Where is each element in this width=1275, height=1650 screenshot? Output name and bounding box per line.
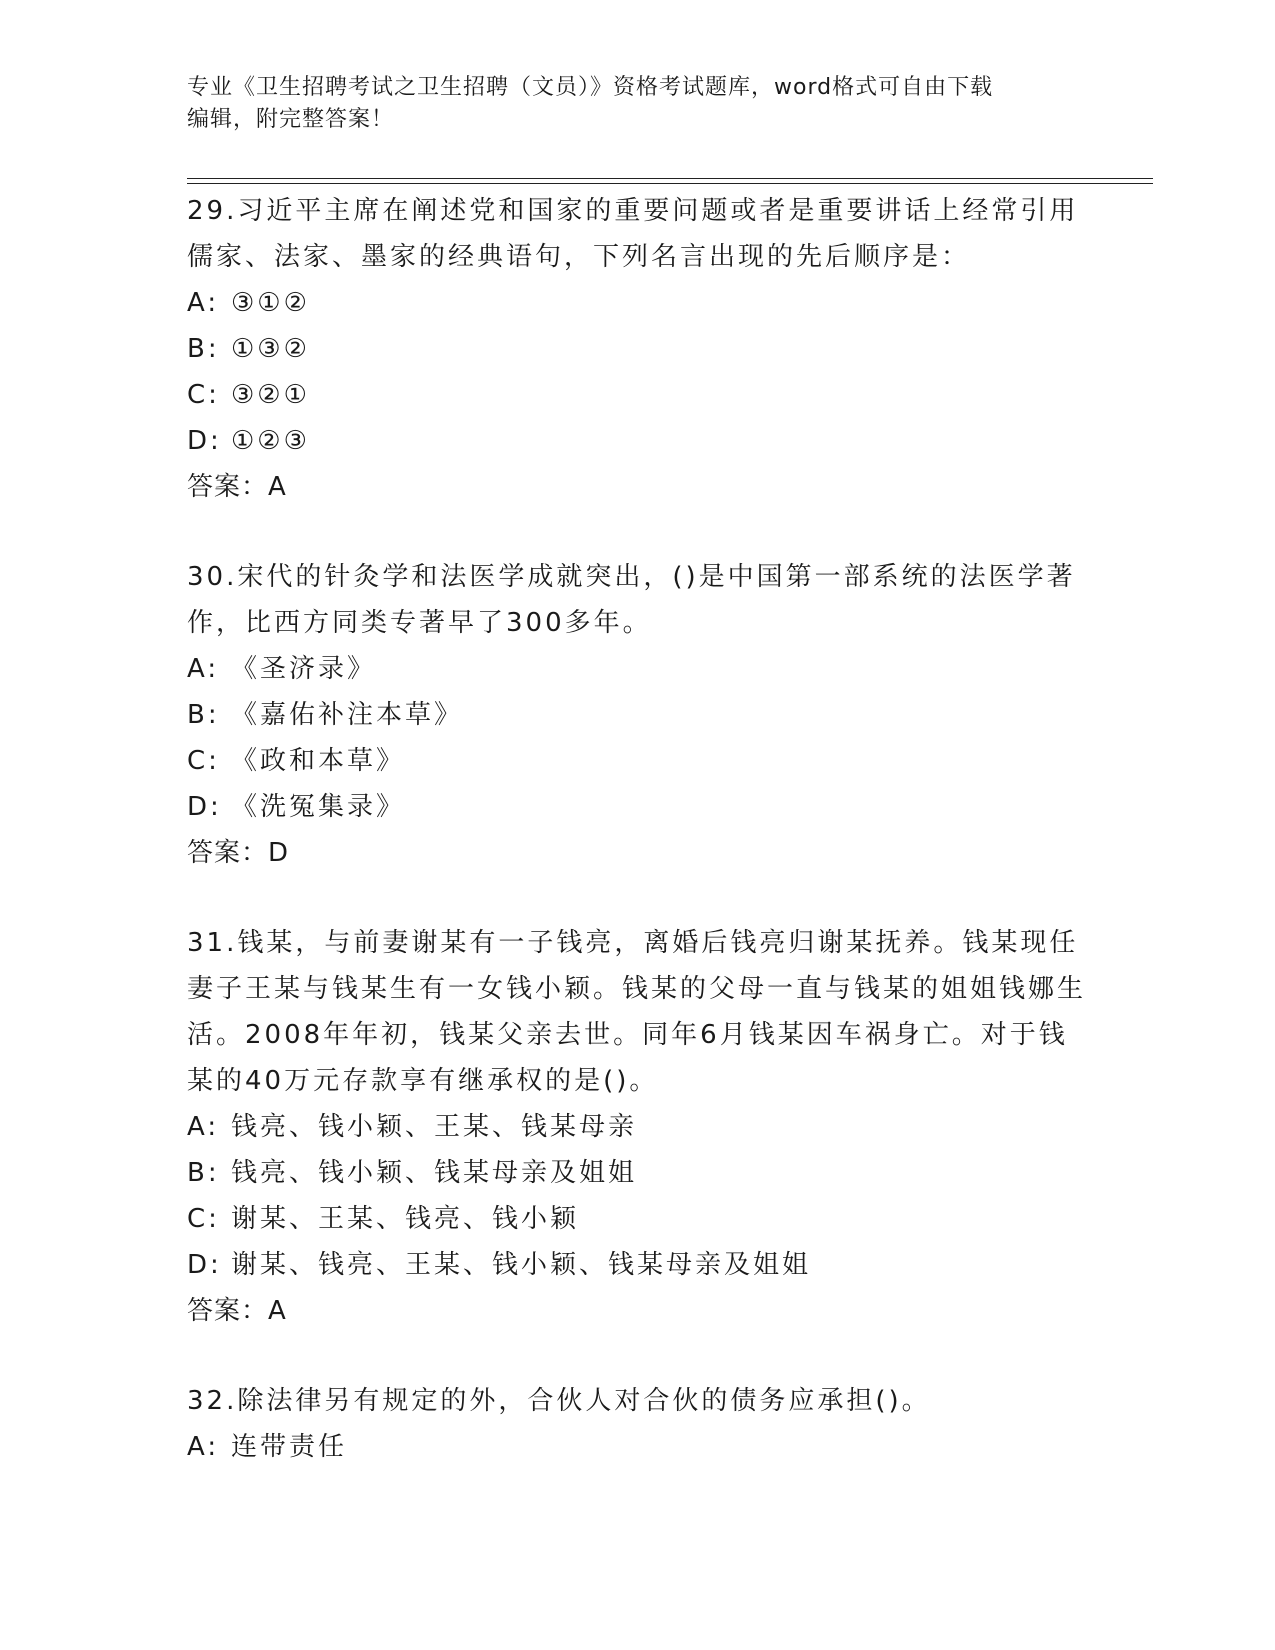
option-key: A: [187, 288, 220, 318]
option-text: 《圣济录》 [231, 654, 377, 684]
option-key: B: [187, 700, 220, 730]
question-list [187, 188, 1087, 1514]
option-key: A: [187, 1112, 220, 1142]
option-text: ③①② [231, 288, 310, 318]
option-text: 连带责任 [231, 1432, 348, 1462]
answer-line: 答案：A [187, 472, 287, 502]
option-text: ①③② [231, 334, 310, 364]
option-text: 《嘉佑补注本草》 [231, 700, 464, 730]
option-text: 谢某、王某、钱亮、钱小颖 [231, 1204, 580, 1234]
question-29 [187, 188, 1087, 510]
option-key: C: [187, 746, 220, 776]
option-key: C: [187, 1204, 220, 1234]
option-a [187, 1424, 1087, 1470]
option-a [187, 1104, 1087, 1150]
question-32 [187, 1378, 1087, 1470]
option-text: 钱亮、钱小颖、钱某母亲及姐姐 [231, 1158, 638, 1188]
question-stem: 29.习近平主席在阐述党和国家的重要问题或者是重要讲话上经常引用儒家、法家、墨家的经典语句，下列名言出现的先后顺序是： [187, 196, 1079, 272]
option-d [187, 418, 1087, 464]
option-b [187, 1150, 1087, 1196]
option-a [187, 280, 1087, 326]
option-key: A: [187, 1432, 220, 1462]
option-d [187, 784, 1087, 830]
option-key: D: [187, 1250, 222, 1280]
option-c [187, 738, 1087, 784]
option-text: 谢某、钱亮、王某、钱小颖、钱某母亲及姐姐 [231, 1250, 812, 1280]
header-line-1: 专业《卫生招聘考试之卫生招聘（文员）》资格考试题库，word格式可自由下载 [187, 75, 994, 100]
header-divider-bottom [187, 183, 1153, 184]
option-c [187, 1196, 1087, 1242]
answer-line: 答案：D [187, 838, 290, 868]
option-c [187, 372, 1087, 418]
option-b [187, 692, 1087, 738]
document-header [187, 72, 1067, 136]
option-text: 《洗冤集录》 [231, 792, 406, 822]
question-31 [187, 920, 1087, 1334]
option-text: 《政和本草》 [231, 746, 406, 776]
option-key: D: [187, 792, 222, 822]
question-30 [187, 554, 1087, 876]
option-key: C: [187, 380, 220, 410]
option-key: B: [187, 1158, 220, 1188]
option-text: ③②① [231, 380, 310, 410]
question-stem: 32.除法律另有规定的外，合伙人对合伙的债务应承担()。 [187, 1386, 931, 1416]
header-line-2: 编辑，附完整答案！ [187, 107, 395, 132]
option-key: B: [187, 334, 220, 364]
option-d [187, 1242, 1087, 1288]
header-divider-top [187, 178, 1153, 179]
option-key: D: [187, 426, 222, 456]
option-b [187, 326, 1087, 372]
option-text: ①②③ [231, 426, 310, 456]
question-stem: 30.宋代的针灸学和法医学成就突出，()是中国第一部系统的法医学著作，比西方同类专著早了300多年。 [187, 562, 1076, 638]
answer-line: 答案：A [187, 1296, 287, 1326]
option-key: A: [187, 654, 220, 684]
option-a [187, 646, 1087, 692]
option-text: 钱亮、钱小颖、王某、钱某母亲 [231, 1112, 638, 1142]
question-stem: 31.钱某，与前妻谢某有一子钱亮，离婚后钱亮归谢某抚养。钱某现任妻子王某与钱某生有一女钱小颖。钱某的父母一直与钱某的姐姐钱娜生活。2008年年初，钱某父亲去世。同年6月钱某因车祸身亡。对于钱某的40万元存款享有继承权的是()。 [187, 928, 1087, 1096]
